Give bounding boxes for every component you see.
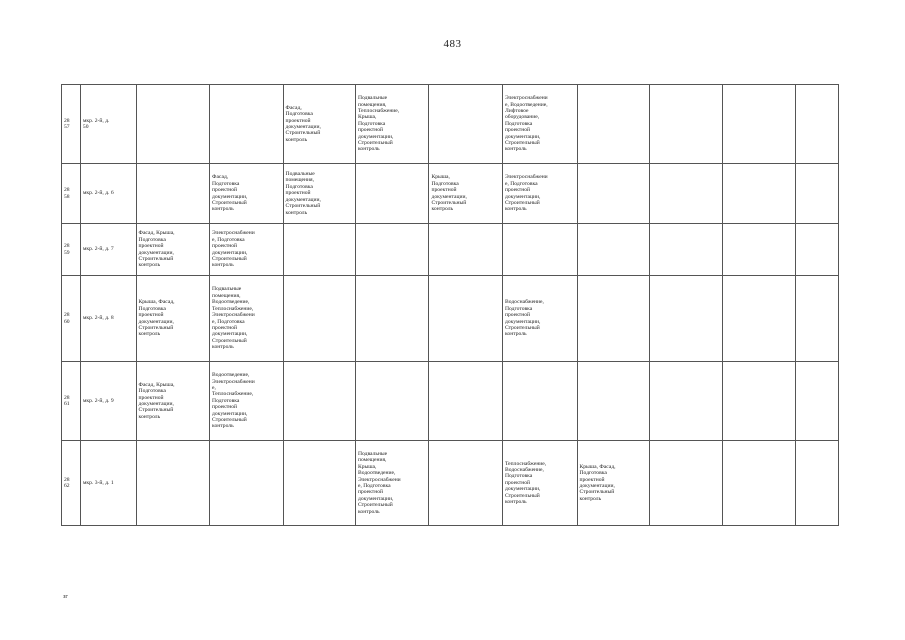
works-cell (210, 362, 284, 441)
row-number: 28 62 (64, 476, 70, 489)
works-cell (723, 164, 795, 224)
page-number: 483 (443, 38, 462, 50)
works-cell (577, 441, 649, 526)
works-text: Фасад, Подготовка проектной документации, Строительный контроль (212, 174, 248, 213)
works-text: Электроснабжени е, Подготовка проектной документации, Строительный контроль (504, 174, 548, 213)
works-text: Водоснабжение, Подготовка проектной документации, Строительный контроль (504, 299, 544, 338)
works-text: Подвальные помещения, Подготовка проектной документации, Строительный контроль (285, 171, 321, 216)
works-cell (355, 164, 429, 224)
works-cell (795, 276, 838, 362)
works-cell (723, 441, 795, 526)
works-text: Крыша, Фасад, Подготовка проектной документации, Строительный контроль (579, 463, 616, 502)
works-text: Крыша, Подготовка проектной документации, Строительный контроль (431, 174, 467, 213)
works-cell (429, 164, 503, 224)
works-cell (283, 441, 355, 526)
table-row (62, 85, 839, 164)
table-row (62, 276, 839, 362)
table-row (62, 441, 839, 526)
works-cell (649, 276, 723, 362)
address-text: мкр. 2-й, д. 8 (82, 315, 114, 322)
row-number: 28 57 (64, 117, 70, 130)
works-cell (502, 85, 577, 164)
works-cell (136, 276, 210, 362)
works-cell (210, 164, 284, 224)
works-cell (723, 276, 795, 362)
works-cell (429, 85, 503, 164)
row-number-cell (62, 441, 81, 526)
works-cell (136, 85, 210, 164)
works-text: Подвальные помещения, Водоотведение, Теплоснабжение, Электроснабжени е, Подготовка проектной документации, Строительный контроль (212, 286, 255, 351)
row-number-cell (62, 276, 81, 362)
works-cell (355, 441, 429, 526)
works-cell (283, 362, 355, 441)
works-cell (502, 276, 577, 362)
row-number: 28 61 (64, 394, 70, 407)
address-cell (80, 276, 136, 362)
works-cell (355, 362, 429, 441)
works-text: Теплоснабжение, Водоснабжение, Подготовка проектной документации, Строительный контроль (504, 460, 547, 506)
row-number-cell (62, 85, 81, 164)
address-cell (80, 85, 136, 164)
works-text: Электроснабжени е, Водоотведение, Лифтовое оборудование, Подготовка проектной документации, Строительный контроль (504, 95, 548, 153)
address-cell (80, 164, 136, 224)
works-cell (649, 362, 723, 441)
works-text: Фасад, Крыша, Подготовка проектной документации, Строительный контроль (138, 230, 175, 269)
address-text: мкр. 2-й, д. 9 (82, 397, 114, 404)
works-schedule-table (61, 84, 839, 526)
works-text: Крыша, Фасад, Подготовка проектной документации, Строительный контроль (138, 299, 175, 338)
works-cell (502, 164, 577, 224)
works-cell (502, 362, 577, 441)
works-cell (355, 85, 429, 164)
works-cell (136, 164, 210, 224)
works-cell (649, 441, 723, 526)
table-row (62, 362, 839, 441)
works-cell (649, 85, 723, 164)
works-cell (577, 85, 649, 164)
address-text: мкр. 2-й, д. 6 (82, 190, 114, 197)
works-cell (429, 276, 503, 362)
address-cell (80, 441, 136, 526)
row-number-cell (62, 224, 81, 276)
works-cell (355, 224, 429, 276)
footer-mark: зг (63, 594, 68, 600)
works-text: Подвальные помещения, Крыша, Водоотведение, Электроснабжени е, Подготовка проектной документации, Строительный контроль (357, 450, 401, 515)
works-cell (795, 362, 838, 441)
address-text: мкр. 3-й, д. 1 (82, 479, 114, 486)
address-cell (80, 362, 136, 441)
works-cell (577, 164, 649, 224)
works-cell (355, 276, 429, 362)
works-cell (723, 85, 795, 164)
works-cell (577, 276, 649, 362)
works-text: Электроснабжени е, Подготовка проектной документации, Строительный контроль (212, 230, 255, 269)
works-cell (429, 224, 503, 276)
works-cell (210, 276, 284, 362)
works-cell (136, 224, 210, 276)
works-cell (283, 85, 355, 164)
address-text: мкр. 2-й, д. 50 (82, 117, 110, 130)
works-cell (795, 85, 838, 164)
row-number-cell (62, 362, 81, 441)
works-cell (577, 224, 649, 276)
works-cell (577, 362, 649, 441)
works-cell (502, 441, 577, 526)
works-cell (283, 164, 355, 224)
works-cell (795, 441, 838, 526)
row-number: 28 58 (64, 187, 70, 200)
table-row (62, 224, 839, 276)
works-cell (136, 441, 210, 526)
works-text: Фасад, Подготовка проектной документации, Строительный контроль (285, 104, 321, 143)
works-cell (429, 441, 503, 526)
works-cell (649, 164, 723, 224)
works-text: Водоотведение, Электроснабжени е, Теплоснабжение, Подготовка проектной документации, Строительный контроль (212, 372, 255, 430)
works-cell (210, 85, 284, 164)
works-cell (795, 224, 838, 276)
row-number-cell (62, 164, 81, 224)
works-cell (283, 276, 355, 362)
works-text: Фасад, Крыша, Подготовка проектной документации, Строительный контроль (138, 381, 175, 420)
address-text: мкр. 2-й, д. 7 (82, 246, 114, 253)
works-cell (283, 224, 355, 276)
address-cell (80, 224, 136, 276)
works-text: Подвальные помещения, Теплоснабжение, Крыша, Подготовка проектной документации, Строительный контроль (357, 95, 400, 153)
works-cell (649, 224, 723, 276)
works-cell (210, 224, 284, 276)
works-cell (795, 164, 838, 224)
row-number: 28 59 (64, 243, 70, 256)
works-cell (502, 224, 577, 276)
works-cell (210, 441, 284, 526)
table-row (62, 164, 839, 224)
row-number: 28 60 (64, 312, 70, 325)
works-cell (723, 362, 795, 441)
works-cell (723, 224, 795, 276)
works-cell (429, 362, 503, 441)
works-cell (136, 362, 210, 441)
